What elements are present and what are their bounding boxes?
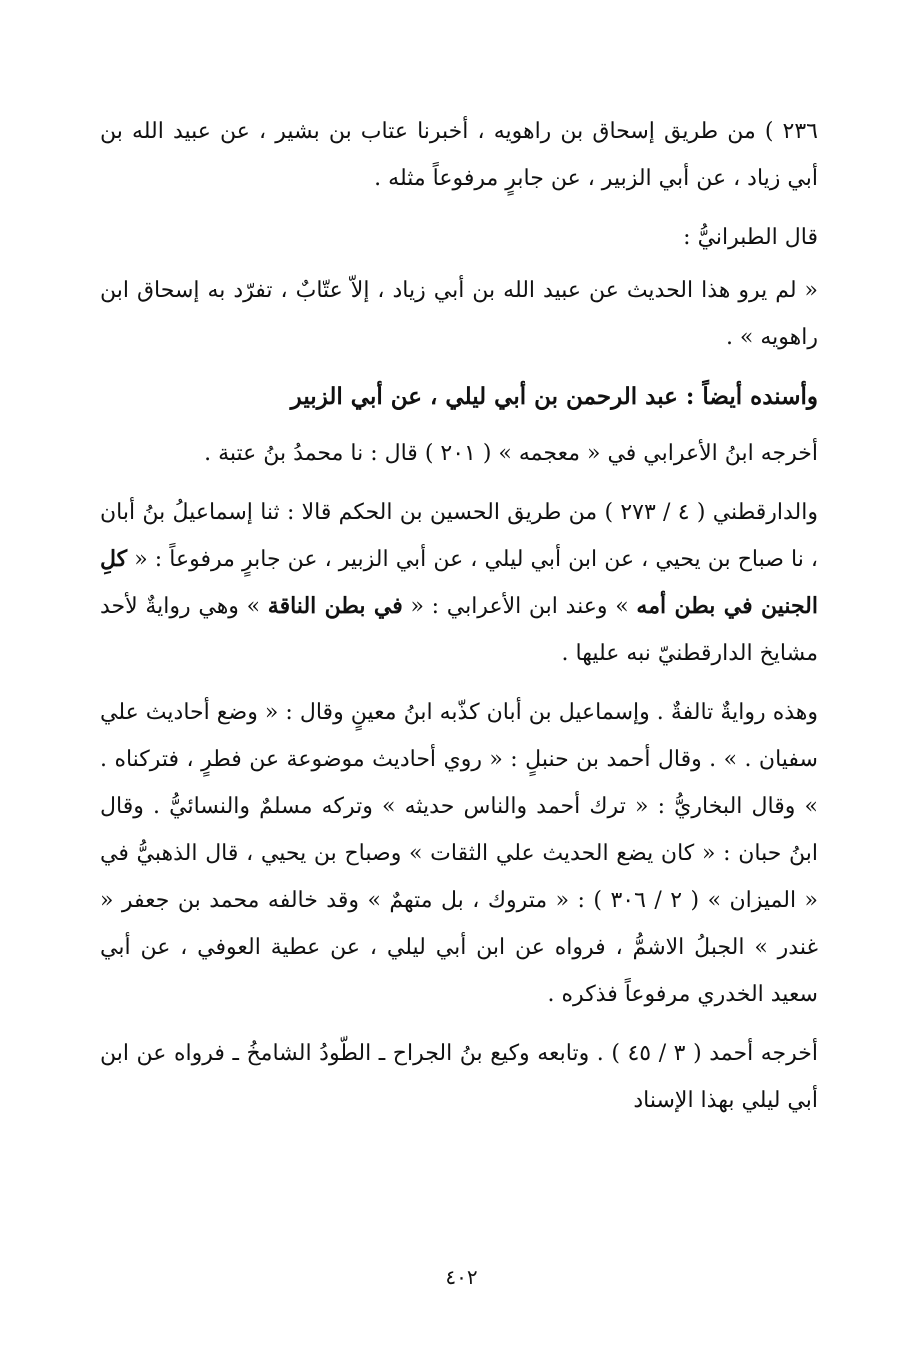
bold-phrase-naqa: في بطن الناقة bbox=[267, 593, 403, 619]
paragraph-hadith-236: ٢٣٦ ) من طريق إسحاق بن راهويه ، أخبرنا عتاب بن بشير ، عن عبيد الله بن أبي زياد ، عن أبي الزبير ، عن جابرٍ مرفوعاً مثله . bbox=[100, 119, 818, 191]
bold-phrase-janin: كلِ الجنين في بطن أمه bbox=[100, 546, 818, 619]
paragraph-daraqutni bbox=[100, 489, 818, 677]
paragraph-narrator-criticism: وهذه روايةٌ تالفةٌ . وإسماعيل بن أبان كذّبه ابنُ معينٍ وقال : « وضع أحاديث علي سفيان . » . وقال أحمد بن حنبلٍ : « روي أحاديث موضوعة عن فطرٍ ، فتركناه . » وقال البخاريُّ : « ترك أحمد والناس حديثه » وتركه مسلمٌ والنسائيُّ . وقال ابنُ حبان : « كان يضع الحديث علي الثقات » وصباح بن يحيي ، قال الذهبيُّ في « الميزان » ( ٢ / ٣٠٦ ) : « متروك ، بل متهمٌ » وقد خالفه محمد بن جعفر « غندر » الجبلُ الاشمُّ ، فرواه عن ابن أبي ليلي ، عن عطية العوفي ، عن أبي سعيد الخدري مرفوعاً فذكره . bbox=[100, 700, 818, 1007]
paragraph-daraqutni-part-3: » وهي روايةٌ لأحد مشايخ الدارقطنيّ نبه عليها . bbox=[100, 594, 818, 666]
paragraph-ibn-arabi: أخرجه ابنُ الأعرابي في « معجمه » ( ٢٠١ ) قال : نا محمدُ بنُ عتبة . bbox=[204, 441, 818, 466]
paragraph-daraqutni-part-2: » وعند ابن الأعرابي : « bbox=[410, 594, 629, 619]
page-body bbox=[100, 108, 818, 1136]
page-number: ٤٠٢ bbox=[445, 1265, 478, 1289]
paragraph-daraqutni-part-1: والدارقطني ( ٤ / ٢٧٣ ) من طريق الحسين بن الحكم قالا : ثنا إسماعيلُ بنُ أبان ، نا صباح بن يحيي ، عن ابن أبي ليلي ، عن أبي الزبير ، عن جابرٍ مرفوعاً : « bbox=[100, 500, 818, 572]
paragraph-tabarani-intro: قال الطبرانيُّ : bbox=[683, 225, 818, 250]
paragraph-tabarani-quote: « لم يرو هذا الحديث عن عبيد الله بن أبي زياد ، إلاّ عتّابٌ ، تفرّد به إسحاق ابن راهويه » . bbox=[100, 278, 818, 350]
paragraph-ahmad: أخرجه أحمد ( ٣ / ٤٥ ) . وتابعه وكيع بنُ الجراح ـ الطّودُ الشامخُ ـ فرواه عن ابن أبي ليلي بهذا الإسناد bbox=[100, 1041, 818, 1113]
section-heading: وأسنده أيضاً : عبد الرحمن بن أبي ليلي ، عن أبي الزبير bbox=[290, 383, 818, 410]
